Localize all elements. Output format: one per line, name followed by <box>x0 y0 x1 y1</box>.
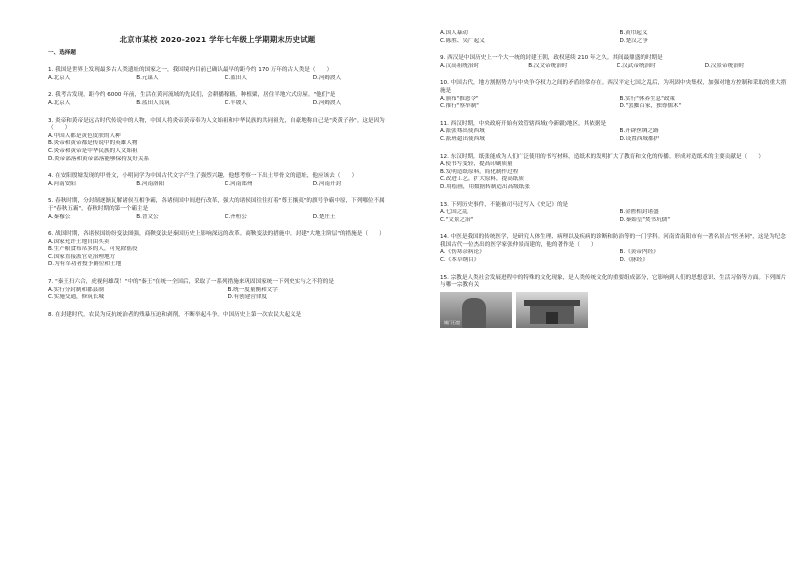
question-1 <box>40 67 395 82</box>
question-text: 15. 宗教是人类社会发展进程中的特殊的文化现象，是人类传统文化的重要组成部分，它影响到人们的思想意识、生活习俗等方面。下列图片与哪一宗教有关 <box>440 274 787 289</box>
option-d: D.楚汉之争 <box>619 37 648 44</box>
option-d: D.河南开封 <box>312 180 342 187</box>
option-b: B.统一度量衡和文字 <box>227 286 278 293</box>
option-c: C.河南郑州 <box>224 180 253 187</box>
question-10 <box>432 80 787 110</box>
question-13 <box>432 202 787 225</box>
option-c: C.《本草纲目》 <box>440 257 480 264</box>
option-d: D.楚庄王 <box>312 213 336 220</box>
option-a: A.国家允许土地自由买卖 <box>48 238 110 245</box>
question-text: 10. 中国古代，地方割据势力与中央争夺权力之间的矛盾经常存在。西汉平定七国之乱后，为巩固中央集权，加强对地方控制和采取的重大措施是 <box>440 80 787 94</box>
question-11 <box>432 121 787 144</box>
option-c: C.派班超出使西域 <box>440 135 485 142</box>
question-text: 14. 中医是我国的传统医学，是研究人体生理、病理以及疾病的诊断和防治等的一门学科。河南省南阳市有一著名景点"医圣祠"，这是为纪念我国古代一位杰出的医学家张仲景而建的，他的著作是（ ） <box>440 234 786 248</box>
option-d: D.有创建营律度 <box>227 294 268 301</box>
right-column <box>432 30 787 338</box>
option-c: C.汉武帝统治时 <box>616 62 656 69</box>
option-b: B.生产粮食布帛多的人，可免除徭役 <box>48 246 138 253</box>
left-column <box>40 30 395 329</box>
option-b: B.炎帝和黄帝都是传说中的英雄人物 <box>48 140 138 147</box>
question-2 <box>40 92 395 107</box>
option-b: B.实行"休养生息"政策 <box>619 95 676 102</box>
question-6 <box>40 231 395 269</box>
option-c: C.炎帝和黄帝是中华民族的人文始祖 <box>48 147 138 154</box>
option-a: A.七国之乱 <box>440 209 468 216</box>
option-c: C.推行"察举制" <box>440 103 479 110</box>
question-text: 6. 战国时期，各诸侯国纷纷变法图强，商鞅变法是秦国历史上影响深远的改革。商鞅变法的措施中，封建"大地主阶层"的措施是（ ） <box>48 231 385 238</box>
option-b: B.金匮相封诸盛 <box>619 209 659 216</box>
section-heading: 一、选择题 <box>48 49 76 56</box>
question-text: 8. 在封建时代，农民为反抗统治者的残暴压迫和剥削，不断举起斗争。中国历史上第一次农民大起义是 <box>48 311 302 318</box>
question-7 <box>40 279 395 302</box>
option-d: D."罢黜百家，独尊儒术" <box>619 103 682 110</box>
question-text: 5. 春秋时期，分封制逐渐瓦解诸侯互相争霸，各诸侯国中间进行改革，强大的诸侯国往往打着"尊王攘夷"的旗号争霸中原，下列哪位不属于"春秋五霸"，春秋时期的第一个霸主是 <box>48 198 385 212</box>
question-text: 4. 在安阳殷墟发现的甲骨文，小明同学为中国古代文字产生了强烈兴趣，他想考察一下出土甲骨文的遗址，他应该去（ ） <box>48 173 358 180</box>
question-8 <box>40 312 395 320</box>
option-b: B.汉文帝统治时 <box>528 62 568 69</box>
option-b: B.黄巾起义 <box>619 30 648 36</box>
option-a: A.国人暴动 <box>440 30 468 36</box>
option-c: C.蓝田人 <box>224 74 247 81</box>
option-c: C.齐桓公 <box>224 213 247 220</box>
option-b: B.开辟丝绸之路 <box>619 128 659 135</box>
photo-caption: 城门石窟 <box>444 320 460 326</box>
option-a: A.使书写变轻，提高印刷质量 <box>440 161 513 168</box>
option-b: B.《黄帝内经》 <box>619 249 659 256</box>
option-d: D.汉景帝统治时 <box>704 62 745 69</box>
question-text: 2. 我考古发现，距今约 6000 年前，生活在黄河流域的先民们，会耕播稼穑，种植粟，居住半地穴式房屋。"他们"是 <box>48 92 336 99</box>
question-text: 9. 西汉是中国历史上一个大一统的封建王朝，政权延续 210 年之久。其间最鼎盛的时期是 <box>440 55 663 62</box>
question-14 <box>432 234 787 264</box>
option-a: A.派张骞出使西域 <box>440 128 485 135</box>
question-12 <box>432 154 787 192</box>
option-b: B.晋文公 <box>136 213 159 220</box>
option-a: A.中国人都是黄色皮肤的人种 <box>48 132 121 139</box>
option-a: A.秦穆公 <box>48 213 71 220</box>
option-d: D.为有军功者授予爵位和土地 <box>48 261 122 268</box>
question-15 <box>432 275 787 328</box>
option-c: C.半坡人 <box>224 99 247 106</box>
option-d: D.炎帝部落和黄帝部落能够保持友好关系 <box>48 155 150 162</box>
option-c: C.实施交通，修筑长城 <box>48 294 105 301</box>
option-a: A.颁布"推恩令" <box>440 95 479 102</box>
option-c: C.陈胜、吴广起义 <box>440 37 485 44</box>
option-d: D.设置西域都护 <box>619 135 660 142</box>
option-d: D.用绘画，用数据转制造出高级纸张 <box>440 183 530 190</box>
option-a: A.实行分封制和郡县制 <box>48 286 104 293</box>
exam-page <box>40 30 787 545</box>
option-c: C.改进工艺，扩大原料，提高纸质 <box>440 176 524 183</box>
page-title: 北京市某校 2020-2021 学年七年级上学期期末历史试题 <box>119 35 316 44</box>
option-b: B.元谋人 <box>136 74 159 81</box>
question-text: 12. 东汉时期，纸张能成为人们广泛使用的书写材料，造纸术的发明扩大了教育和文化的传播。形成对造纸术的主要贡献是（ ） <box>440 153 764 160</box>
option-a: A.汉高祖统治时 <box>440 62 480 69</box>
question-text: 11. 西汉时期，中央政府开始有效管辖西域(今新疆)地区。其依据是 <box>440 120 607 127</box>
option-b: B.发明造纸原料，简化制作过程 <box>440 168 519 175</box>
question-4 <box>40 173 395 188</box>
grotto-statue-photo <box>440 292 512 328</box>
question-text: 3. 炎帝和黄帝是远古时代传说中的人物，中国人将炎帝黄帝奉为人文始祖和中华民族的共同祖先，自豪地称自己是"炎黄子孙"。这是因为（ ） <box>48 117 385 132</box>
question-9 <box>432 55 787 70</box>
option-a: A.北京人 <box>48 74 71 81</box>
option-b: B.河南洛阳 <box>136 180 165 187</box>
option-b: B.蓝田人良筑 <box>136 99 170 106</box>
question-images <box>432 292 787 328</box>
option-c: C.国家直接派官吏治理地方 <box>48 253 116 260</box>
question-8-options <box>432 30 787 45</box>
question-text: 7. "秦王扫六合，虎视何雄哉！"中的"秦王"在统一全国后，采取了一系列措施来巩固国家统一下列史实与之不符的是 <box>48 279 334 286</box>
option-d: D.《脉经》 <box>619 257 648 264</box>
option-c: C."文景之治" <box>440 216 474 223</box>
option-d: D.河姆渡人 <box>312 74 342 81</box>
option-a: A.北京人 <box>48 99 71 106</box>
temple-building-photo <box>516 292 588 328</box>
option-d: D.河姆渡人 <box>312 99 342 106</box>
option-d: D.秦始皇"焚书坑儒" <box>619 216 670 223</box>
question-text: 13. 下列历史事件，不能被司马迁写入《史记》的是 <box>440 201 569 208</box>
question-3 <box>40 118 395 164</box>
question-text: 1. 我国是世界上发现最多古人类遗址的国家之一，我国境内目前已确认最早的距今约 170 万年的古人类是（ ） <box>48 67 333 74</box>
question-5 <box>40 198 395 221</box>
option-a: A.《伤寒杂病论》 <box>440 249 485 256</box>
option-a: A.河南安阳 <box>48 180 76 187</box>
